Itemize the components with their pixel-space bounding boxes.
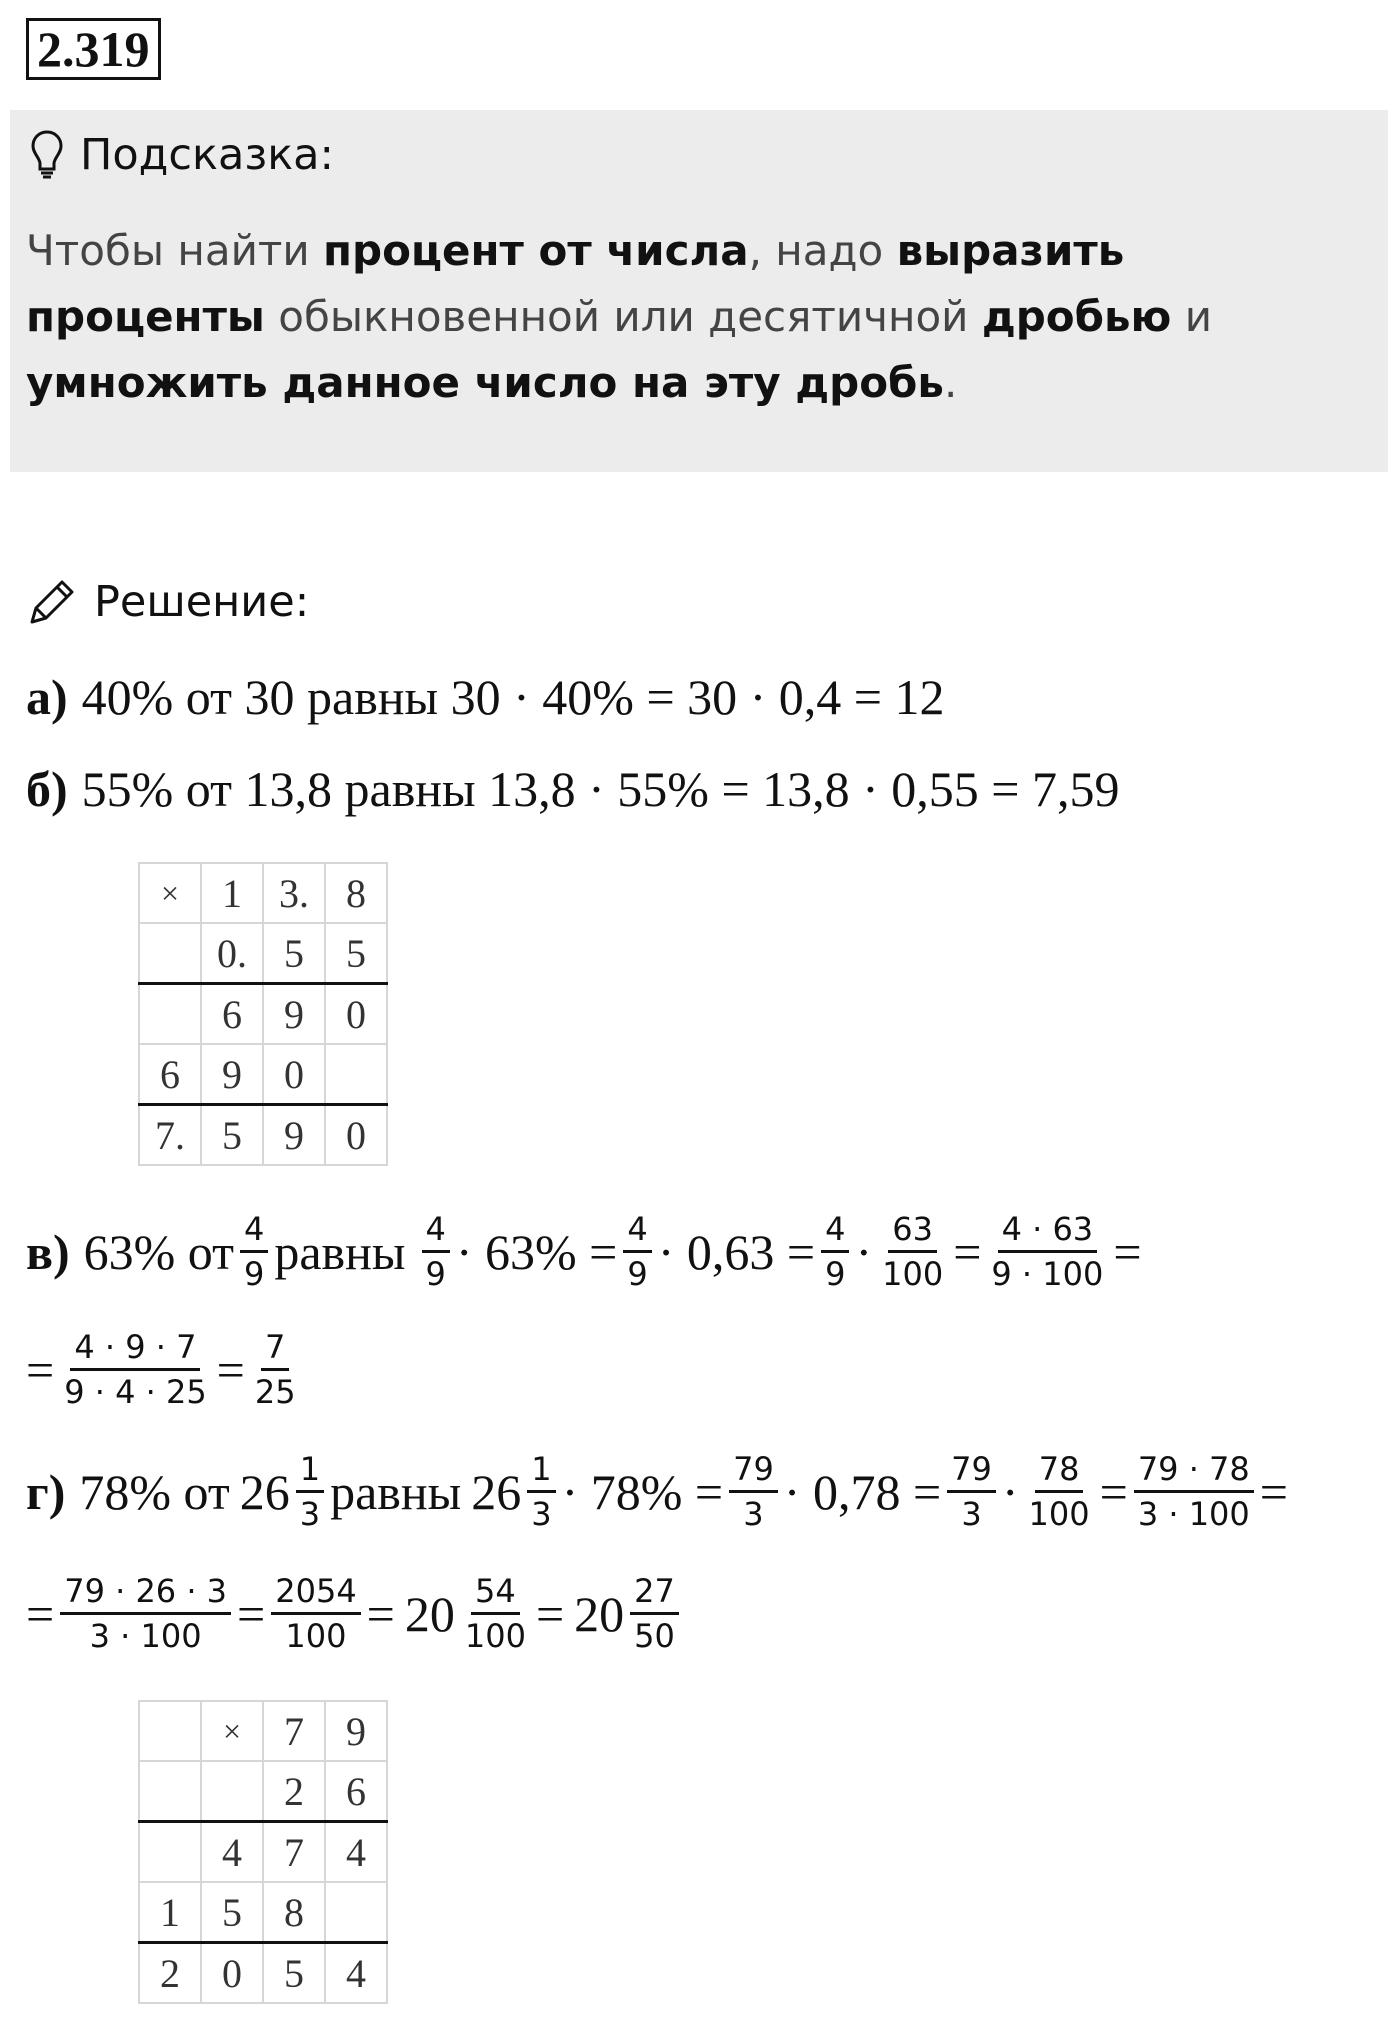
- table-row: [139, 863, 387, 923]
- part-b-text: 55% от 13,8 равны 13,8 · 55% = 13,8 · 0,55 = 7,59: [81, 761, 1120, 817]
- mixed-number: 26 $\frac{1}{3}$: [471, 1448, 561, 1535]
- table-row: [139, 1105, 387, 1166]
- text: =: [1099, 1463, 1128, 1520]
- solution-part-d-cont: [26, 1570, 685, 1657]
- digit-cell: 9: [263, 1105, 325, 1166]
- solution-part-c: [26, 1208, 1142, 1295]
- pencil-icon: [26, 576, 78, 628]
- digit-cell: 5: [263, 1943, 325, 2004]
- hint-text-segment: и: [1171, 292, 1213, 341]
- table-row: [139, 1701, 387, 1761]
- hint-bold-text: дробью: [981, 292, 1172, 341]
- fraction: $\frac{7}{25}$: [254, 1328, 296, 1411]
- problem-number: 2.319: [26, 18, 161, 80]
- fraction: $\frac{63}{100}$: [882, 1210, 944, 1293]
- text: · 63% =: [455, 1223, 618, 1280]
- text: =: [1113, 1223, 1142, 1280]
- mixed-number: 20 $\frac{54}{100}$: [404, 1572, 526, 1655]
- text: · 0,78 =: [783, 1463, 942, 1520]
- digit-cell: 7.: [139, 1105, 201, 1166]
- digit-cell: 0: [263, 1044, 325, 1105]
- text: =: [237, 1585, 266, 1642]
- fraction: $\frac{4 \cdot 63}{9 \cdot 100}$: [991, 1210, 1104, 1293]
- column-multiplication-2: [138, 1700, 388, 2004]
- digit-cell: 5: [325, 923, 387, 984]
- digit-cell: 9: [263, 984, 325, 1045]
- part-d-label: г): [26, 1463, 66, 1520]
- digit-cell: [325, 1044, 387, 1105]
- mixed-number: 26 $\frac{1}{3}$: [240, 1448, 330, 1535]
- digit-cell: 0: [201, 1943, 263, 2004]
- digit-cell: 0: [325, 1105, 387, 1166]
- hint-text-segment: , надо: [748, 226, 897, 275]
- digit-cell: 9: [325, 1701, 387, 1761]
- fraction: $\frac{79 \cdot 26 \cdot 3}{3 \cdot 100}$: [60, 1570, 231, 1657]
- hint-text: [26, 218, 1366, 416]
- digit-cell: 8: [325, 863, 387, 923]
- part-c-label: в): [26, 1223, 70, 1280]
- fraction: $\frac{78}{100}$: [1028, 1450, 1090, 1533]
- solution-part-d: [26, 1448, 1288, 1535]
- table-row: [139, 923, 387, 984]
- part-b-label: б): [26, 761, 68, 817]
- solution-part-c-cont: [26, 1326, 306, 1413]
- digit-cell: [139, 1822, 201, 1883]
- hint-title: Подсказка:: [80, 130, 335, 180]
- digit-cell: 6: [139, 1044, 201, 1105]
- hint-text-segment: Чтобы найти: [26, 226, 323, 275]
- mixed-number: 20 $\frac{27}{50}$: [574, 1570, 685, 1657]
- text: · 78% =: [561, 1463, 724, 1520]
- fraction: $\frac{4}{9}$: [422, 1208, 450, 1295]
- fraction: $\frac{4}{9}$: [240, 1208, 268, 1295]
- digit-cell: 2: [139, 1943, 201, 2004]
- text: =: [216, 1341, 245, 1398]
- table-row: [139, 1761, 387, 1822]
- digit-cell: 5: [201, 1105, 263, 1166]
- digit-cell: [139, 984, 201, 1045]
- text: =: [26, 1585, 55, 1642]
- lightbulb-icon: [30, 129, 64, 181]
- digit-cell: 3.: [263, 863, 325, 923]
- digit-cell: 0: [325, 984, 387, 1045]
- solution-title: Решение:: [94, 577, 310, 627]
- hint-bold-text: умножить данное число на эту дробь: [26, 358, 944, 407]
- column-multiplication-1: [138, 862, 388, 1166]
- digit-cell: 1: [139, 1882, 201, 1943]
- table-row: [139, 1822, 387, 1883]
- text: равны: [330, 1463, 462, 1520]
- digit-cell: 5: [201, 1882, 263, 1943]
- digit-cell: 2: [263, 1761, 325, 1822]
- table-row: [139, 1882, 387, 1943]
- part-a-text: 40% от 30 равны 30 · 40% = 30 · 0,4 = 12: [81, 669, 945, 725]
- digit-cell: ×: [201, 1701, 263, 1761]
- fraction: $\frac{79}{3}$: [729, 1448, 778, 1535]
- text: =: [535, 1585, 565, 1642]
- digit-cell: 7: [263, 1822, 325, 1883]
- digit-cell: [139, 1761, 201, 1822]
- digit-cell: 0.: [201, 923, 263, 984]
- fraction: $\frac{79}{3}$: [947, 1448, 996, 1535]
- hint-text-segment: обыкновенной или десятичной: [264, 292, 982, 341]
- digit-cell: 5: [263, 923, 325, 984]
- digit-cell: 6: [325, 1761, 387, 1822]
- solution-header: [26, 566, 309, 638]
- text: =: [366, 1585, 395, 1642]
- fraction: $\frac{4}{9}$: [623, 1208, 651, 1295]
- text: · 0,63 =: [657, 1223, 816, 1280]
- solution-part-a: [26, 668, 945, 726]
- hint-header: [30, 120, 334, 190]
- digit-cell: ×: [139, 863, 201, 923]
- digit-cell: 7: [263, 1701, 325, 1761]
- digit-cell: [139, 923, 201, 984]
- text: 78% от: [79, 1463, 230, 1520]
- fraction: $\frac{2054}{100}$: [271, 1570, 360, 1657]
- digit-cell: 4: [201, 1822, 263, 1883]
- hint-bold-text: выразить проценты: [26, 226, 1125, 341]
- text: ·: [855, 1223, 873, 1280]
- text: =: [953, 1223, 982, 1280]
- digit-cell: 9: [201, 1044, 263, 1105]
- digit-cell: 4: [325, 1822, 387, 1883]
- digit-cell: [139, 1701, 201, 1761]
- digit-cell: 4: [325, 1943, 387, 2004]
- hint-text-segment: .: [943, 358, 958, 407]
- fraction: $\frac{4}{9}$: [821, 1208, 849, 1295]
- digit-cell: [325, 1882, 387, 1943]
- hint-bold-text: процент от числа: [322, 226, 749, 275]
- digit-cell: [201, 1761, 263, 1822]
- solution-part-b: [26, 760, 1120, 818]
- text: =: [26, 1341, 55, 1398]
- digit-cell: 8: [263, 1882, 325, 1943]
- digit-cell: 1: [201, 863, 263, 923]
- table-row: [139, 1044, 387, 1105]
- table-row: [139, 984, 387, 1045]
- text: =: [1259, 1463, 1288, 1520]
- text: 63% от: [83, 1223, 234, 1280]
- text: равны: [274, 1223, 406, 1280]
- text: ·: [1001, 1463, 1019, 1520]
- fraction: $\frac{4 \cdot 9 \cdot 7}{9 \cdot 4 \cdot 25}$: [64, 1328, 207, 1411]
- table-row: [139, 1943, 387, 2004]
- digit-cell: 6: [201, 984, 263, 1045]
- part-a-label: а): [26, 669, 68, 725]
- fraction: $\frac{79 \cdot 78}{3 \cdot 100}$: [1134, 1448, 1254, 1535]
